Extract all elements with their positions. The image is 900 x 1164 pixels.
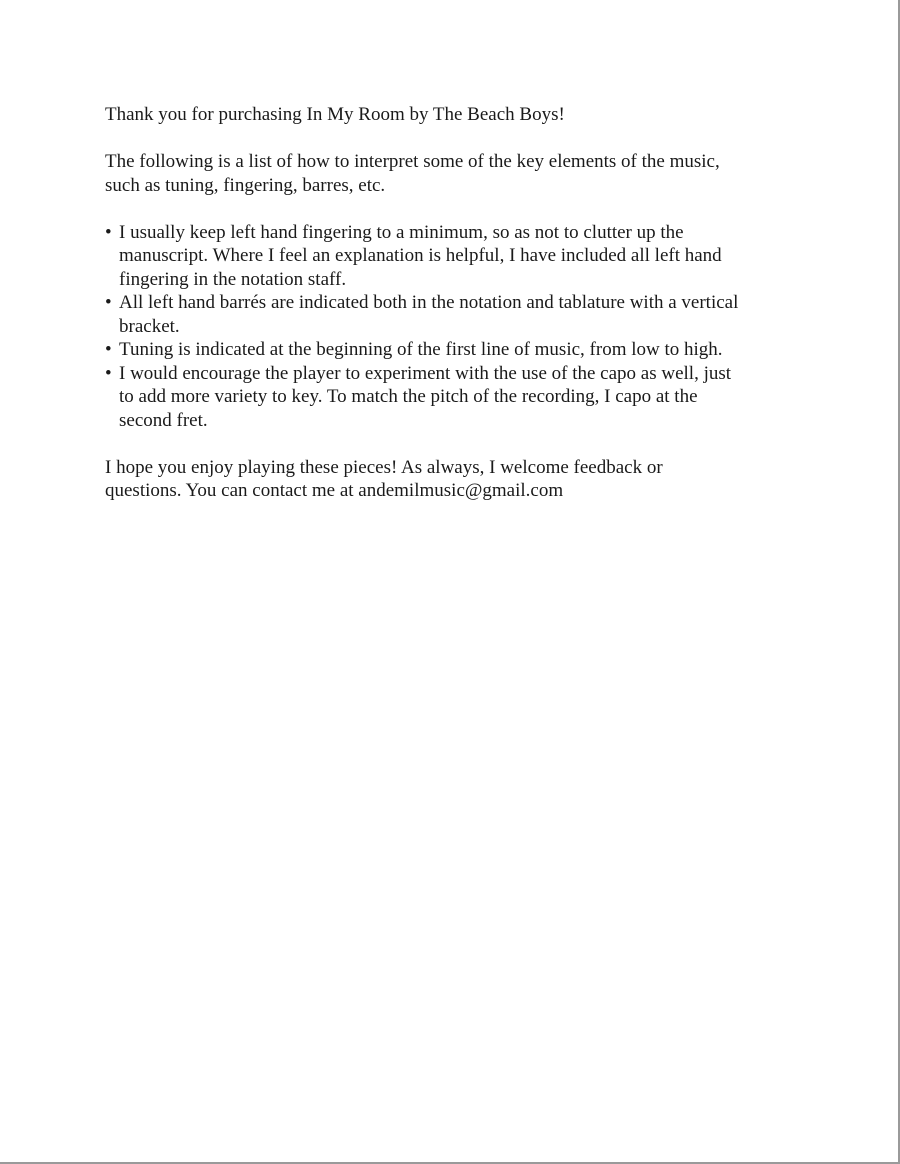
bullet-icon: • bbox=[105, 292, 112, 313]
list-item-line: second fret. bbox=[119, 409, 208, 431]
instructions-list bbox=[105, 221, 805, 433]
closing-line: questions. You can contact me at andemilmusic@gmail.com bbox=[105, 480, 564, 501]
list-item bbox=[105, 362, 805, 433]
list-item-line: Tuning is indicated at the beginning of the first line of music, from low to high. bbox=[119, 339, 723, 360]
paragraph-gap bbox=[105, 127, 805, 151]
closing-paragraph bbox=[105, 456, 805, 503]
list-item-line: All left hand barrés are indicated both in the notation and tablature with a vertical bbox=[119, 292, 739, 313]
description-line: such as tuning, fingering, barres, etc. bbox=[105, 174, 386, 196]
list-item-line: I would encourage the player to experiment with the use of the capo as well, just bbox=[119, 362, 732, 384]
list-item-line: fingering in the notation staff. bbox=[119, 268, 347, 290]
intro-paragraph bbox=[105, 103, 805, 127]
document-body bbox=[105, 103, 805, 503]
list-item bbox=[105, 221, 805, 292]
bullet-icon: • bbox=[105, 339, 112, 360]
description-paragraph bbox=[105, 150, 805, 197]
list-item-line: to add more variety to key. To match the pitch of the recording, I capo at the bbox=[119, 386, 698, 407]
paragraph-gap bbox=[105, 432, 805, 456]
list-item-line: I usually keep left hand fingering to a minimum, so as not to clutter up the bbox=[119, 221, 684, 243]
bullet-icon: • bbox=[105, 362, 112, 384]
list-item-line: manuscript. Where I feel an explanation is helpful, I have included all left hand bbox=[119, 245, 722, 266]
intro-line: Thank you for purchasing In My Room by The Beach Boys! bbox=[105, 104, 565, 125]
list-item bbox=[105, 338, 805, 362]
bullet-icon: • bbox=[105, 221, 112, 243]
list-item bbox=[105, 291, 805, 338]
closing-line: I hope you enjoy playing these pieces! As always, I welcome feedback or bbox=[105, 456, 663, 478]
list-item-line: bracket. bbox=[119, 315, 180, 337]
paragraph-gap bbox=[105, 197, 805, 221]
description-line: The following is a list of how to interpret some of the key elements of the music, bbox=[105, 151, 720, 172]
